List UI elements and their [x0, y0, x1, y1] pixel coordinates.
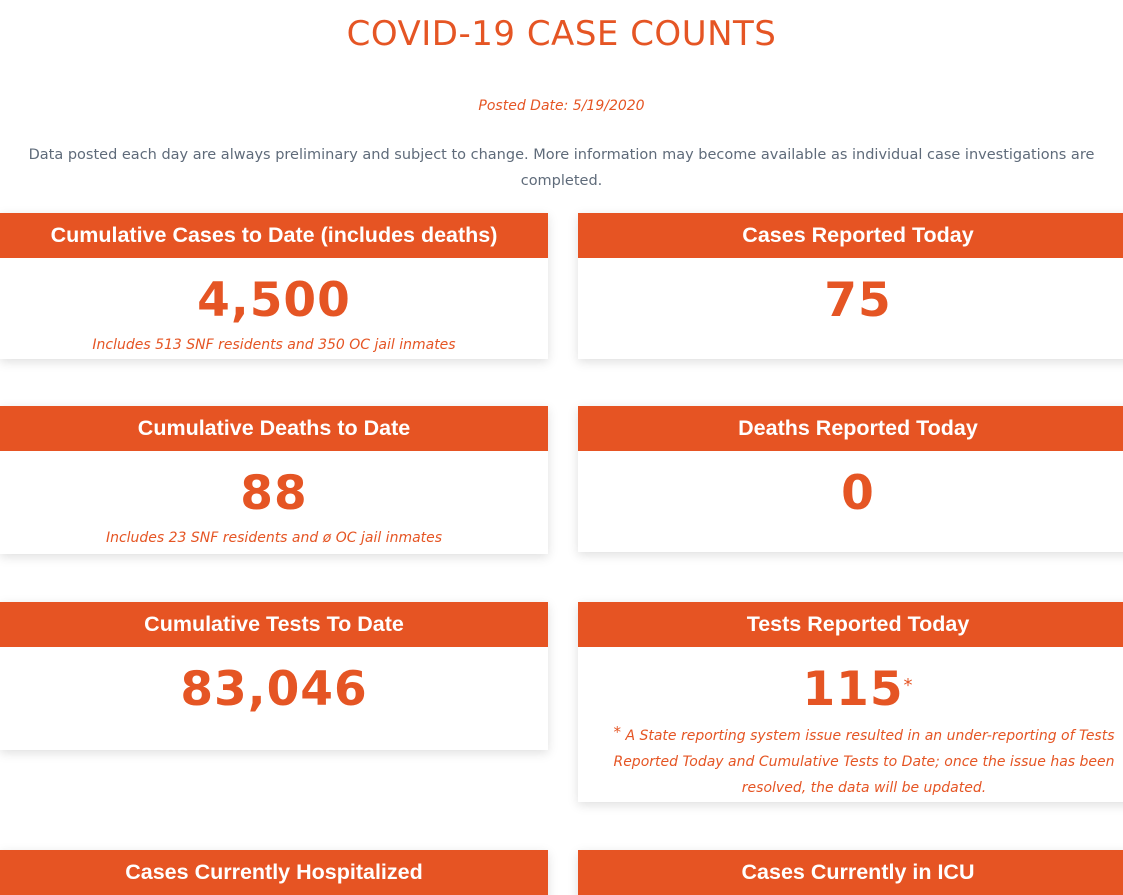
- tests-today-note-text: A State reporting system issue resulted in an under-reporting of Tests Reported Today and Cumulative Tests to Date; once the issue has been resolved, the data will be updated.: [613, 728, 1115, 796]
- card-hospitalized: [0, 850, 548, 895]
- card-header-tests-today: Tests Reported Today: [578, 602, 1123, 647]
- card-icu: [578, 850, 1123, 895]
- card-value-cases-today: 75: [824, 273, 892, 328]
- card-header-cumulative-deaths: Cumulative Deaths to Date: [0, 406, 548, 451]
- posted-date: Posted Date: 5/19/2020: [478, 98, 645, 114]
- card-header-hospitalized: Cases Currently Hospitalized: [0, 850, 548, 895]
- note-asterisk: *: [613, 723, 621, 741]
- card-cumulative-tests: [0, 602, 548, 750]
- card-value-deaths-today: 0: [841, 466, 875, 521]
- card-note-cumulative-cases: Includes 513 SNF residents and 350 OC jail inmates: [92, 337, 456, 353]
- card-value-cumulative-deaths: 88: [240, 466, 308, 521]
- card-note-cumulative-deaths: Includes 23 SNF residents and ø OC jail inmates: [105, 530, 443, 546]
- card-header-cases-today: Cases Reported Today: [578, 213, 1123, 258]
- card-header-cumulative-cases: Cumulative Cases to Date (includes deaths): [0, 213, 548, 258]
- card-note-tests-today: [578, 723, 1123, 801]
- disclaimer-text: Data posted each day are always preliminary and subject to change. More information may become available as individual case investigations are completed.: [28, 147, 1095, 189]
- card-cumulative-deaths: [0, 406, 548, 554]
- card-cases-today: [578, 213, 1123, 359]
- card-value-cumulative-cases: 4,500: [197, 273, 351, 328]
- tests-today-asterisk: *: [903, 675, 914, 696]
- card-header-cumulative-tests: Cumulative Tests To Date: [0, 602, 548, 647]
- card-deaths-today: [578, 406, 1123, 552]
- card-header-icu: Cases Currently in ICU: [578, 850, 1123, 895]
- card-tests-today: [578, 602, 1123, 802]
- page-title: COVID-19 CASE COUNTS: [346, 14, 777, 54]
- card-header-deaths-today: Deaths Reported Today: [578, 406, 1123, 451]
- card-cumulative-cases: [0, 213, 548, 359]
- card-value-cumulative-tests: 83,046: [180, 662, 368, 717]
- card-value-tests-today: [578, 663, 1123, 717]
- tests-today-number: 115: [802, 662, 904, 717]
